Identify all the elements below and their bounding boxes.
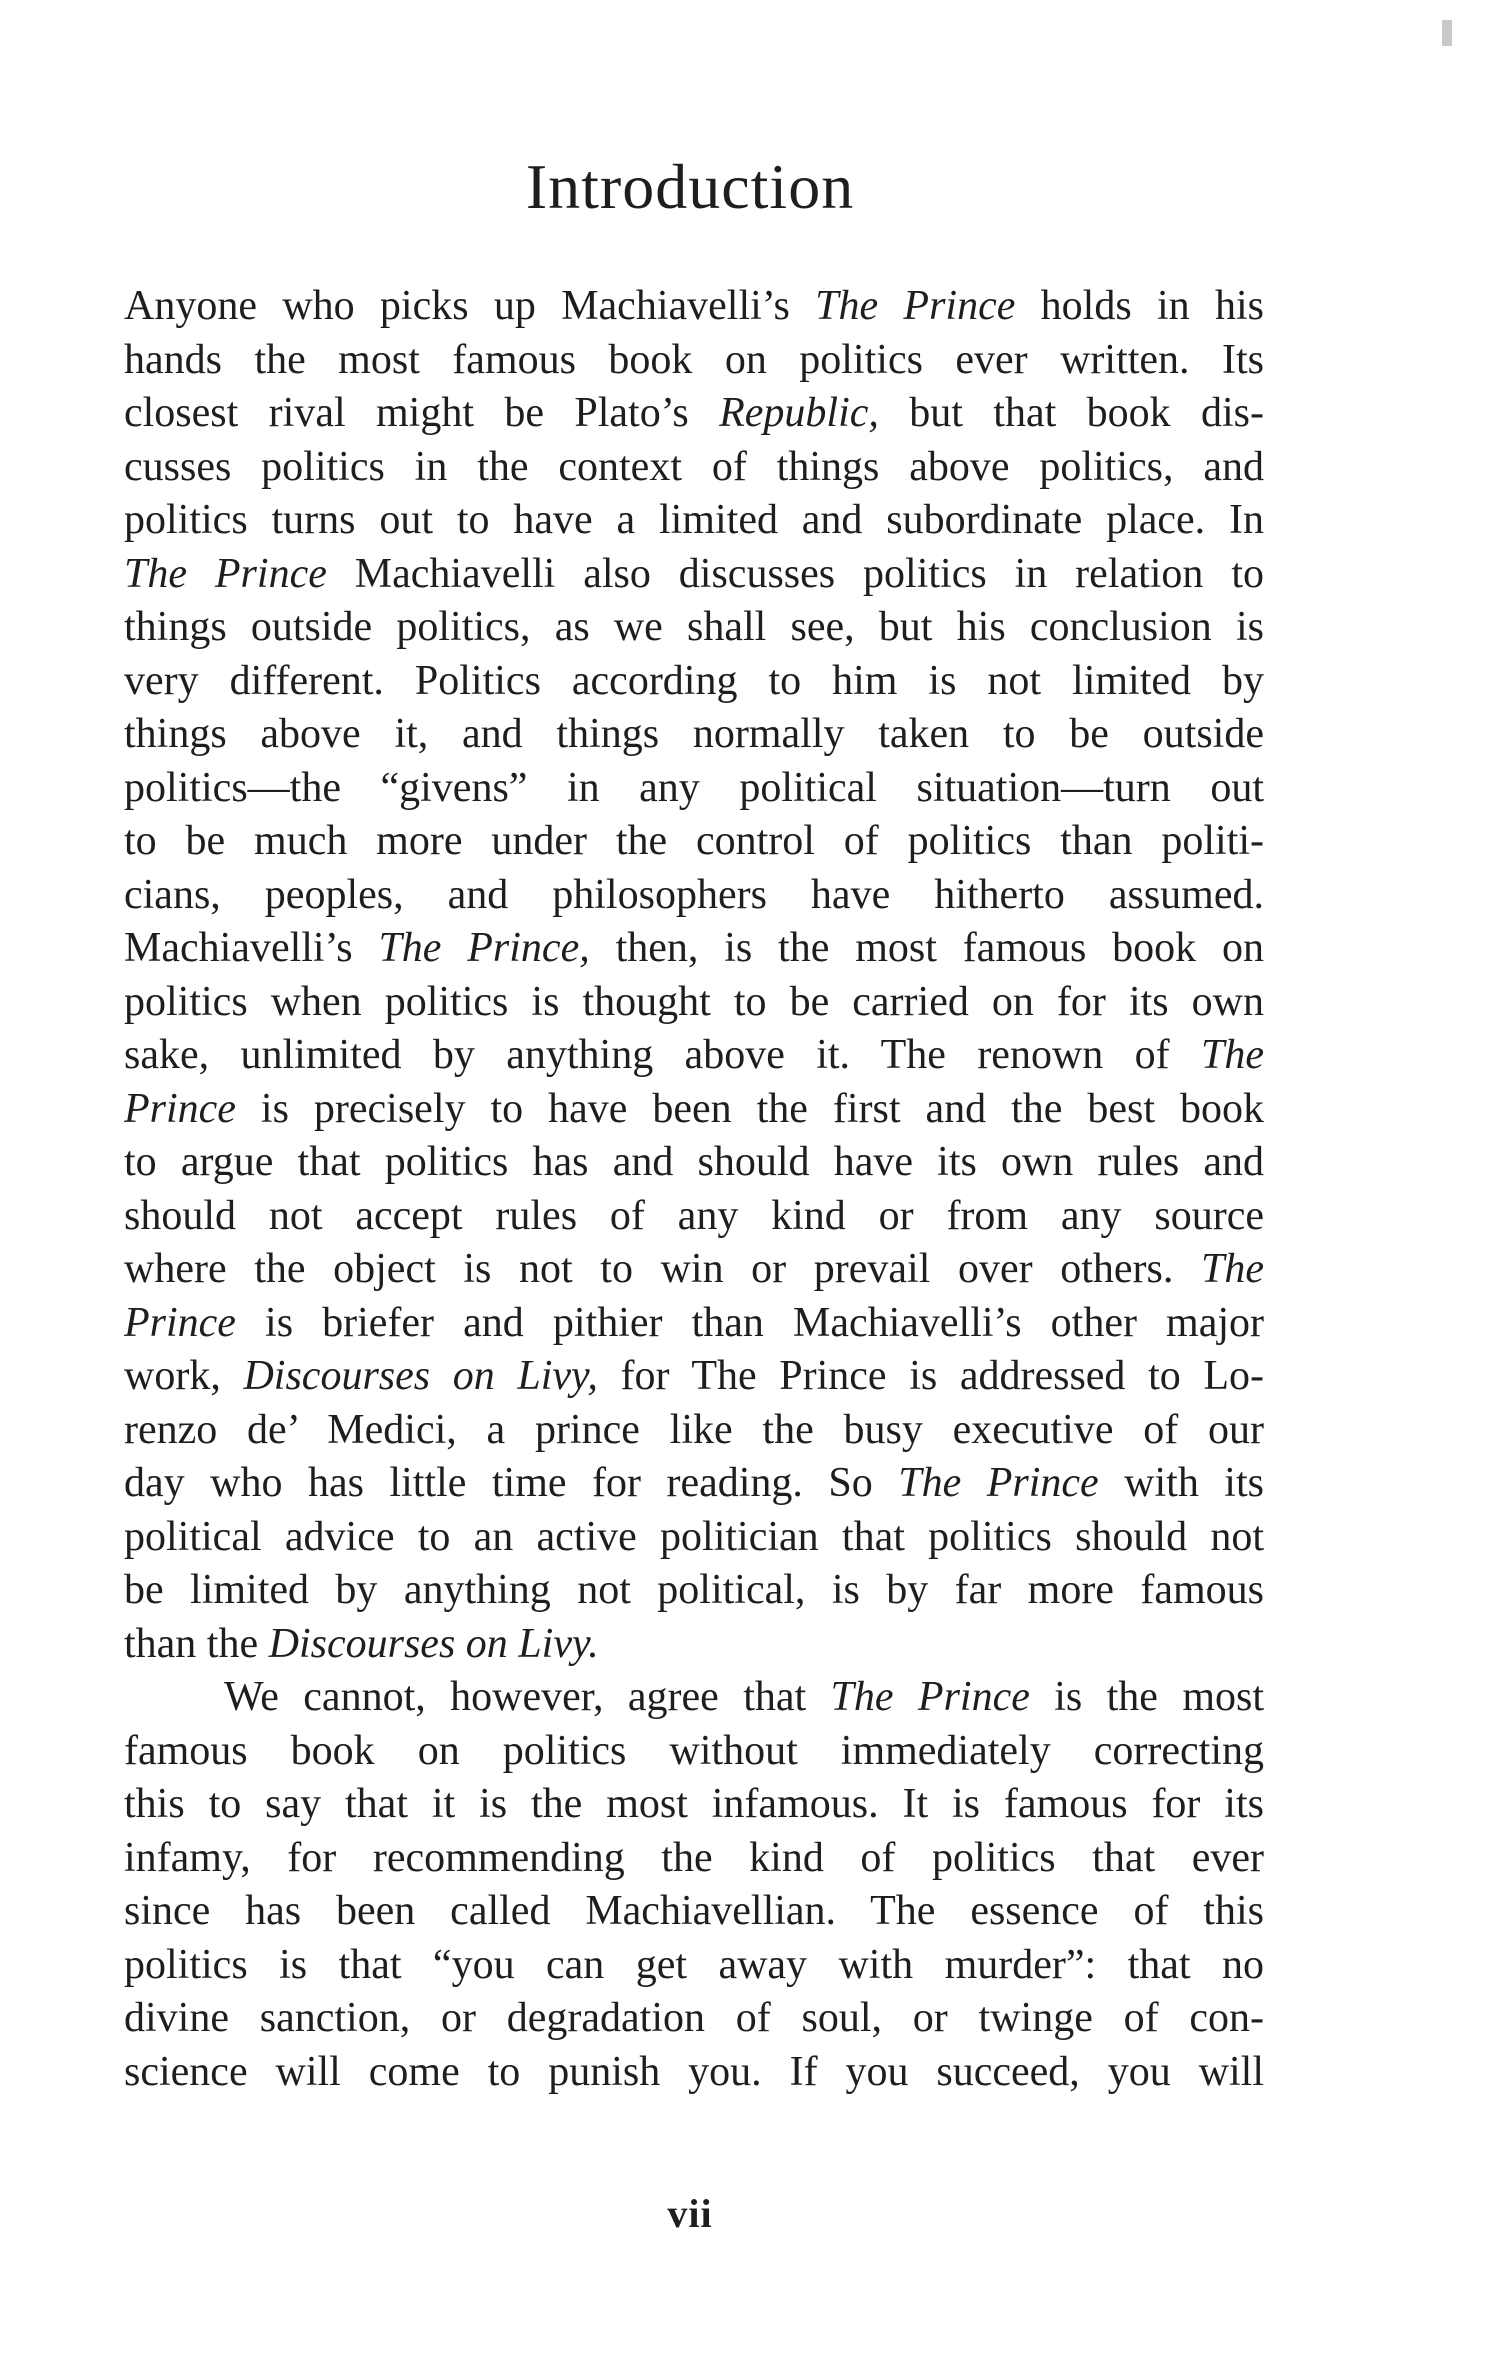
text-line: day who has little time for reading. So The Prince with its (124, 1460, 1264, 1506)
text-line: be limited by anything not political, is by far more famous (124, 1567, 1264, 1613)
text-line: Machiavelli’s The Prince, then, is the most famous book on (124, 925, 1264, 971)
text-line: work, Discourses on Livy, for The Prince is addressed to Lo- (124, 1353, 1264, 1399)
text-line: renzo de’ Medici, a prince like the busy executive of our (124, 1406, 1264, 1453)
text-line: Prince is precisely to have been the first and the best book (124, 1085, 1264, 1132)
text-line: to argue that politics has and should have its own rules and (124, 1139, 1264, 1185)
text-line: famous book on politics without immediately correcting (124, 1727, 1264, 1774)
text-line: to be much more under the control of politics than politi- (124, 818, 1264, 864)
text-line: things outside politics, as we shall see, but his conclusion is (124, 604, 1264, 650)
text-line: politics turns out to have a limited and subordinate place. In (124, 497, 1264, 543)
text-line: political advice to an active politician that politics should not (124, 1513, 1264, 1560)
text-line: since has been called Machiavellian. The essence of this (124, 1888, 1264, 1934)
text-line: cians, peoples, and philosophers have hitherto assumed. (124, 871, 1264, 918)
chapter-title: Introduction (525, 151, 855, 222)
text-line: politics when politics is thought to be carried on for its own (124, 978, 1264, 1025)
text-line: this to say that it is the most infamous. It is famous for its (124, 1781, 1264, 1827)
text-line: politics is that “you can get away with murder”: that no (124, 1941, 1264, 1988)
text-line: science will come to punish you. If you succeed, you will (124, 2048, 1264, 2095)
body-text (124, 280, 1264, 2099)
text-line: divine sanction, or degradation of soul, or twinge of con- (124, 1995, 1264, 2041)
text-line: than the Discourses on Livy. (124, 1620, 599, 1667)
text-line: Anyone who picks up Machiavelli’s The Prince holds in his (124, 283, 1264, 329)
text-line: closest rival might be Plato’s Republic, but that book dis- (124, 390, 1264, 436)
text-line: sake, unlimited by anything above it. The renown of The (124, 1032, 1264, 1078)
text-line: infamy, for recommending the kind of politics that ever (124, 1834, 1264, 1881)
text-line: We cannot, however, agree that The Prince is the most (224, 1674, 1264, 1720)
text-line: should not accept rules of any kind or from any source (124, 1192, 1264, 1239)
text-line: hands the most famous book on politics ever written. Its (124, 336, 1264, 383)
page-number: vii (667, 2191, 713, 2236)
text-line: things above it, and things normally taken to be outside (124, 711, 1264, 757)
scan-edge-mark (1442, 20, 1452, 46)
text-line: where the object is not to win or prevail over others. The (124, 1246, 1264, 1292)
text-line: cusses politics in the context of things above politics, and (124, 443, 1264, 490)
text-line: Prince is briefer and pithier than Machiavelli’s other major (124, 1299, 1264, 1346)
text-line: The Prince Machiavelli also discusses politics in relation to (124, 550, 1264, 597)
text-line: politics—the “givens” in any political situation—turn out (124, 764, 1264, 811)
text-line: very different. Politics according to him is not limited by (124, 657, 1264, 704)
